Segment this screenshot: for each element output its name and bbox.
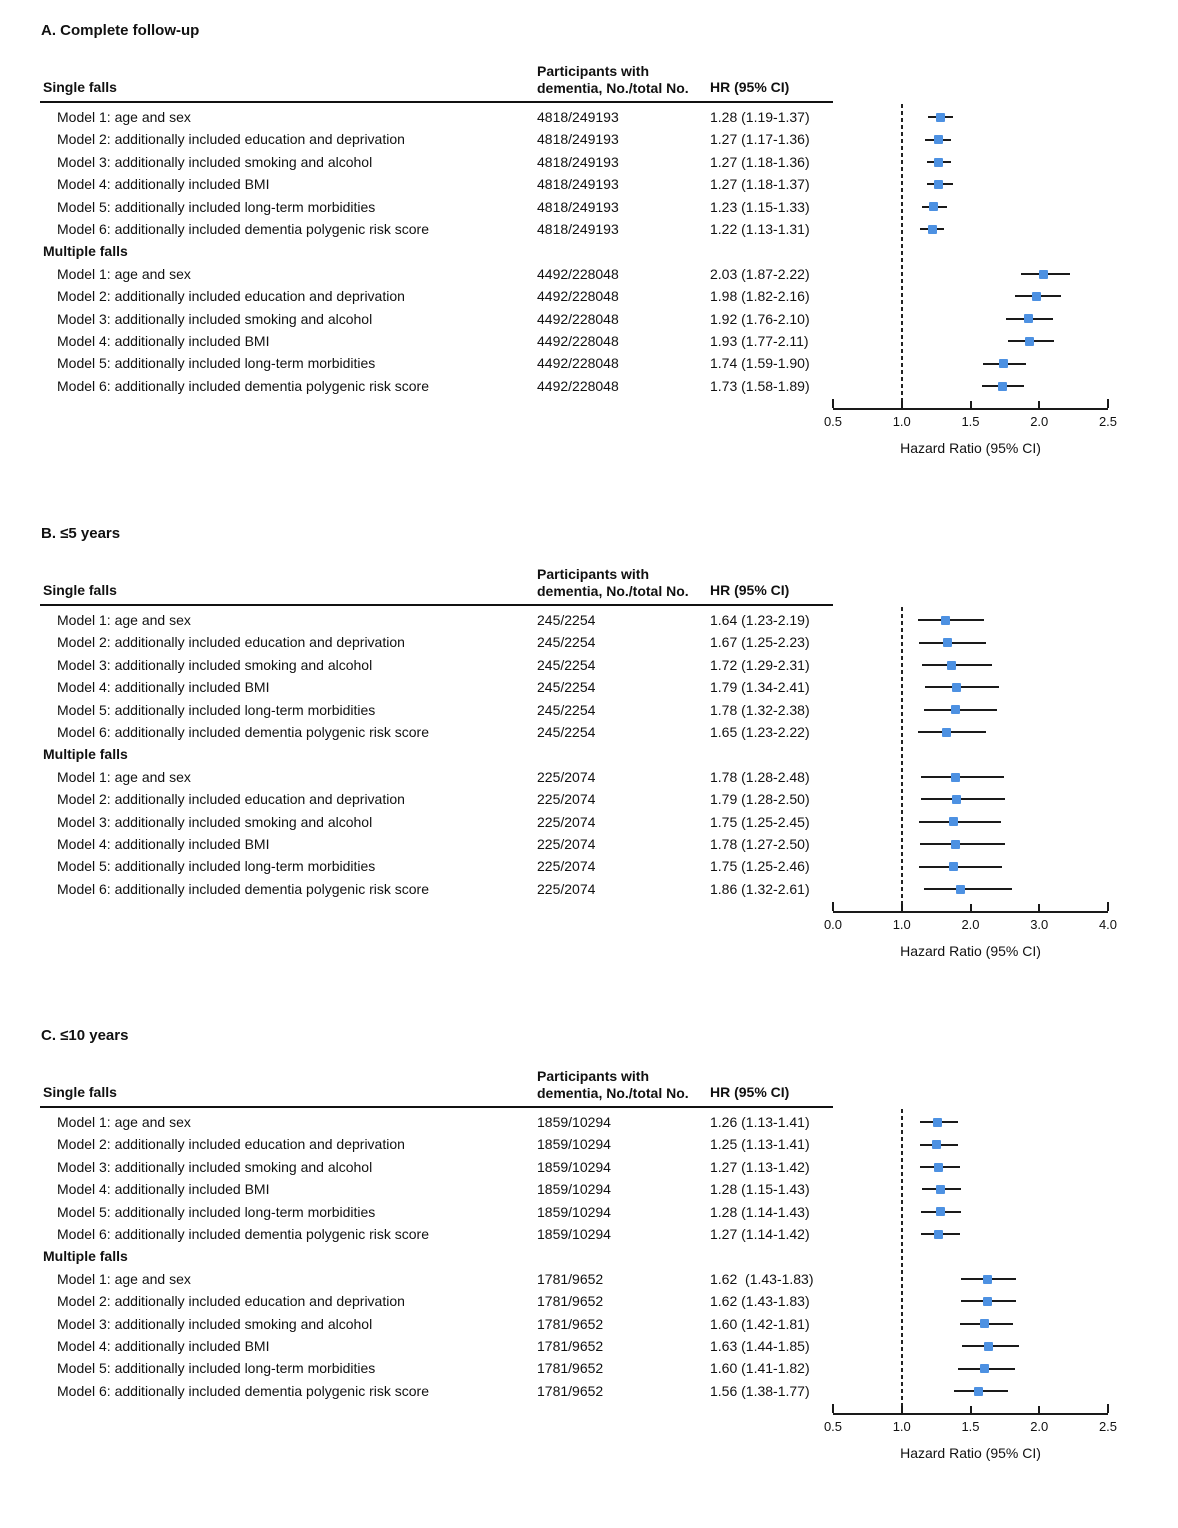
hr-point-marker <box>956 885 965 894</box>
model-row-label: Model 3: additionally included smoking and alcohol <box>57 1315 373 1332</box>
hr-point-marker <box>980 1364 989 1373</box>
x-axis-tick <box>1107 1404 1109 1413</box>
hr-point-marker <box>951 840 960 849</box>
model-row-label: Model 1: age and sex <box>57 109 191 125</box>
hr-ci-text: 1.78 (1.28-2.48) <box>710 768 810 785</box>
hr-ci-text: 1.86 (1.32-2.61) <box>710 880 810 897</box>
section-subheader: Multiple falls <box>43 746 128 763</box>
participants-count: 245/2254 <box>537 724 596 740</box>
participants-count: 4492/228048 <box>537 355 619 372</box>
x-axis-title: Hazard Ratio (95% CI) <box>900 1445 1041 1461</box>
hr-point-marker <box>951 773 960 782</box>
participants-count: 1781/9652 <box>537 1270 604 1287</box>
panel-a <box>0 20 1178 523</box>
participants-header-line1: Participants with <box>537 63 650 79</box>
x-axis-tick-label: 1.5 <box>961 1419 980 1434</box>
hr-point-marker <box>943 638 952 647</box>
hr-point-marker <box>934 180 943 189</box>
x-axis-title: Hazard Ratio (95% CI) <box>900 943 1041 959</box>
hr-point-marker <box>933 1118 942 1127</box>
hr-ci-text: 1.62 (1.43-1.83) <box>710 1293 810 1310</box>
model-row-label: Model 1: age and sex <box>57 265 191 282</box>
x-axis-tick-label: 2.5 <box>1098 1419 1118 1434</box>
hr-ci-text: 1.56 (1.38-1.77) <box>710 1382 810 1399</box>
hr-ci-text: 1.93 (1.77-2.11) <box>710 333 809 349</box>
hr-point-marker <box>949 817 958 826</box>
column-header-single-falls: Single falls <box>43 1084 117 1100</box>
hr-ci-text: 1.28 (1.19-1.37) <box>710 109 810 125</box>
hr-point-marker <box>947 661 956 670</box>
x-axis-tick-label: 0.0 <box>823 917 843 932</box>
model-row-label: Model 5: additionally included long-term morbidities <box>57 701 376 718</box>
model-row-label: Model 2: additionally included education and deprivation <box>57 131 405 148</box>
model-row-label: Model 2: additionally included education and deprivation <box>57 634 405 651</box>
x-axis-line <box>833 1413 1108 1415</box>
hr-ci-text: 1.28 (1.14-1.43) <box>710 1203 810 1220</box>
x-axis-tick <box>970 1406 972 1413</box>
x-axis-tick <box>1038 401 1040 408</box>
participants-count: 4492/228048 <box>537 310 619 327</box>
participants-header-line2: dementia, No./total No. <box>537 583 689 599</box>
ci-line <box>919 821 1002 823</box>
model-row-label: Model 2: additionally included education and deprivation <box>57 1293 405 1310</box>
reference-line-hr1 <box>901 607 903 911</box>
column-header-hr: HR (95% CI) <box>710 79 790 95</box>
hr-ci-text: 1.60 (1.42-1.81) <box>710 1315 810 1332</box>
participants-count: 1859/10294 <box>537 1181 611 1198</box>
hr-ci-text: 1.60 (1.41-1.82) <box>710 1360 810 1377</box>
ci-line <box>924 709 997 711</box>
ci-line <box>920 843 1005 845</box>
hr-point-marker <box>980 1319 989 1328</box>
x-axis-tick <box>1038 1406 1040 1413</box>
x-axis-tick-label: 1.0 <box>892 414 911 429</box>
hr-point-marker <box>936 1207 945 1216</box>
x-axis-tick <box>1107 399 1109 408</box>
model-row-label: Model 3: additionally included smoking and alcohol <box>57 1158 373 1175</box>
x-axis-tick-label: 1.5 <box>961 414 980 429</box>
x-axis-tick <box>1107 902 1109 911</box>
hr-point-marker <box>1024 314 1033 323</box>
hr-ci-text: 1.27 (1.13-1.42) <box>710 1158 810 1175</box>
model-row-label: Model 4: additionally included BMI <box>57 679 270 696</box>
hr-point-marker <box>941 616 950 625</box>
hr-point-marker <box>1039 270 1048 279</box>
x-axis-tick-label: 2.0 <box>1030 1419 1049 1434</box>
x-axis-tick <box>970 401 972 408</box>
model-row-label: Model 2: additionally included education and deprivation <box>57 1136 405 1153</box>
x-axis-tick <box>901 904 903 911</box>
hr-point-marker <box>932 1140 941 1149</box>
participants-count: 1781/9652 <box>537 1338 604 1354</box>
ci-line <box>919 642 986 644</box>
model-row-label: Model 2: additionally included education and deprivation <box>57 791 405 808</box>
model-row-label: Model 1: age and sex <box>57 1270 191 1287</box>
x-axis-tick-label: 4.0 <box>1098 917 1118 932</box>
column-header-single-falls: Single falls <box>43 582 117 598</box>
hr-ci-text: 1.79 (1.28-2.50) <box>710 791 810 808</box>
participants-count: 1859/10294 <box>537 1158 611 1175</box>
hr-point-marker <box>936 113 945 122</box>
x-axis-tick-label: 1.0 <box>892 917 911 932</box>
x-axis-tick <box>832 1404 834 1413</box>
hr-point-marker <box>983 1297 992 1306</box>
hr-ci-text: 1.74 (1.59-1.90) <box>710 355 810 372</box>
participants-count: 1781/9652 <box>537 1360 604 1377</box>
header-rule <box>40 604 833 606</box>
hr-point-marker <box>934 158 943 167</box>
ci-line <box>918 731 986 733</box>
participants-count: 1859/10294 <box>537 1226 611 1242</box>
hr-point-marker <box>1032 292 1041 301</box>
column-header-hr: HR (95% CI) <box>710 1084 790 1100</box>
hr-ci-text: 1.78 (1.32-2.38) <box>710 701 810 718</box>
participants-count: 245/2254 <box>537 679 596 696</box>
hr-ci-text: 2.03 (1.87-2.22) <box>710 265 810 282</box>
hr-point-marker <box>928 225 937 234</box>
participants-count: 1781/9652 <box>537 1315 604 1332</box>
hr-point-marker <box>942 728 951 737</box>
model-row-label: Model 6: additionally included dementia polygenic risk score <box>57 377 429 394</box>
hr-ci-text: 1.62 (1.43-1.83) <box>710 1270 814 1287</box>
x-axis-tick <box>970 904 972 911</box>
participants-count: 245/2254 <box>537 612 596 628</box>
ci-line <box>922 664 992 666</box>
hr-ci-text: 1.26 (1.13-1.41) <box>710 1114 810 1130</box>
model-row-label: Model 5: additionally included long-term morbidities <box>57 355 376 372</box>
participants-count: 4492/228048 <box>537 333 619 349</box>
hr-point-marker <box>983 1275 992 1284</box>
participants-count: 4818/249193 <box>537 109 619 125</box>
participants-header-line2: dementia, No./total No. <box>537 1085 689 1101</box>
ci-line <box>919 866 1002 868</box>
participants-count: 4818/249193 <box>537 176 619 193</box>
hr-point-marker <box>934 1230 943 1239</box>
participants-count: 225/2074 <box>537 880 596 897</box>
hr-point-marker <box>951 705 960 714</box>
hr-ci-text: 1.27 (1.18-1.37) <box>710 176 810 193</box>
hr-point-marker <box>984 1342 993 1351</box>
hr-ci-text: 1.73 (1.58-1.89) <box>710 377 810 394</box>
x-axis-tick-label: 2.0 <box>1030 414 1049 429</box>
participants-count: 4492/228048 <box>537 265 619 282</box>
hr-ci-text: 1.28 (1.15-1.43) <box>710 1181 810 1198</box>
column-header-participants <box>537 566 689 600</box>
ci-line <box>921 776 1004 778</box>
participants-count: 1781/9652 <box>537 1293 604 1310</box>
model-row-label: Model 5: additionally included long-term morbidities <box>57 858 376 875</box>
column-header-participants <box>537 63 689 97</box>
model-row-label: Model 6: additionally included dementia polygenic risk score <box>57 724 429 740</box>
column-header-participants <box>537 1068 689 1102</box>
panel-b <box>0 523 1178 1026</box>
model-row-label: Model 1: age and sex <box>57 612 191 628</box>
hr-point-marker <box>934 1163 943 1172</box>
column-header-single-falls: Single falls <box>43 79 117 95</box>
x-axis-tick <box>832 399 834 408</box>
model-row-label: Model 6: additionally included dementia polygenic risk score <box>57 221 429 237</box>
x-axis-tick <box>901 401 903 408</box>
hr-point-marker <box>949 862 958 871</box>
x-axis-line <box>833 911 1108 913</box>
hr-ci-text: 1.75 (1.25-2.45) <box>710 813 810 830</box>
hr-ci-text: 1.65 (1.23-2.22) <box>710 724 810 740</box>
hr-ci-text: 1.63 (1.44-1.85) <box>710 1338 810 1354</box>
hr-ci-text: 1.72 (1.29-2.31) <box>710 656 810 673</box>
x-axis-tick-label: 3.0 <box>1030 917 1049 932</box>
x-axis-title: Hazard Ratio (95% CI) <box>900 440 1041 456</box>
panel-c <box>0 1025 1178 1528</box>
panel-title: C. ≤10 years <box>41 1027 129 1044</box>
hr-point-marker <box>929 202 938 211</box>
reference-line-hr1 <box>901 104 903 408</box>
participants-count: 4818/249193 <box>537 221 619 237</box>
model-row-label: Model 4: additionally included BMI <box>57 836 270 852</box>
x-axis-tick <box>901 1406 903 1413</box>
panel-title: A. Complete follow-up <box>41 22 200 39</box>
hr-ci-text: 1.75 (1.25-2.46) <box>710 858 810 875</box>
section-subheader: Multiple falls <box>43 1248 128 1265</box>
participants-count: 4818/249193 <box>537 198 619 215</box>
hr-ci-text: 1.92 (1.76-2.10) <box>710 310 810 327</box>
participants-count: 225/2074 <box>537 768 596 785</box>
participants-count: 4818/249193 <box>537 131 619 148</box>
participants-count: 245/2254 <box>537 701 596 718</box>
participants-header-line1: Participants with <box>537 566 650 582</box>
hr-ci-text: 1.79 (1.34-2.41) <box>710 679 810 696</box>
ci-line <box>918 619 984 621</box>
participants-count: 4818/249193 <box>537 153 619 170</box>
hr-point-marker <box>952 683 961 692</box>
panel-title: B. ≤5 years <box>41 525 121 542</box>
model-row-label: Model 4: additionally included BMI <box>57 1181 270 1198</box>
hr-ci-text: 1.98 (1.82-2.16) <box>710 288 810 305</box>
hr-ci-text: 1.67 (1.25-2.23) <box>710 634 810 651</box>
section-subheader: Multiple falls <box>43 243 128 260</box>
participants-count: 245/2254 <box>537 656 596 673</box>
hr-point-marker <box>934 135 943 144</box>
x-axis-tick-label: 2.5 <box>1098 414 1118 429</box>
hr-ci-text: 1.27 (1.18-1.36) <box>710 153 810 170</box>
header-rule <box>40 101 833 103</box>
model-row-label: Model 3: additionally included smoking and alcohol <box>57 656 373 673</box>
ci-line <box>924 888 1013 890</box>
model-row-label: Model 5: additionally included long-term morbidities <box>57 198 376 215</box>
x-axis-tick-label: 0.5 <box>823 414 843 429</box>
participants-count: 225/2074 <box>537 858 596 875</box>
participants-count: 4492/228048 <box>537 377 619 394</box>
x-axis-tick-label: 1.0 <box>892 1419 911 1434</box>
x-axis-line <box>833 408 1108 410</box>
hr-point-marker <box>952 795 961 804</box>
hr-ci-text: 1.78 (1.27-2.50) <box>710 836 810 852</box>
participants-count: 225/2074 <box>537 791 596 808</box>
participants-count: 1859/10294 <box>537 1114 611 1130</box>
hr-point-marker <box>998 382 1007 391</box>
model-row-label: Model 3: additionally included smoking and alcohol <box>57 813 373 830</box>
x-axis-tick-label: 2.0 <box>961 917 980 932</box>
model-row-label: Model 2: additionally included education and deprivation <box>57 288 405 305</box>
model-row-label: Model 6: additionally included dementia polygenic risk score <box>57 1226 429 1242</box>
hr-ci-text: 1.22 (1.13-1.31) <box>710 221 810 237</box>
model-row-label: Model 4: additionally included BMI <box>57 176 270 193</box>
model-row-label: Model 3: additionally included smoking and alcohol <box>57 310 373 327</box>
participants-header-line2: dementia, No./total No. <box>537 80 689 96</box>
hr-ci-text: 1.25 (1.13-1.41) <box>710 1136 810 1153</box>
participants-count: 245/2254 <box>537 634 596 651</box>
header-rule <box>40 1106 833 1108</box>
hr-point-marker <box>974 1387 983 1396</box>
hr-point-marker <box>936 1185 945 1194</box>
hr-ci-text: 1.27 (1.14-1.42) <box>710 1226 810 1242</box>
reference-line-hr1 <box>901 1109 903 1413</box>
participants-count: 1859/10294 <box>537 1203 611 1220</box>
x-axis-tick-label: 0.5 <box>823 1419 843 1434</box>
participants-count: 225/2074 <box>537 813 596 830</box>
participants-header-line1: Participants with <box>537 1068 650 1084</box>
model-row-label: Model 3: additionally included smoking and alcohol <box>57 153 373 170</box>
hr-point-marker <box>999 359 1008 368</box>
participants-count: 1781/9652 <box>537 1382 604 1399</box>
x-axis-tick <box>832 902 834 911</box>
model-row-label: Model 1: age and sex <box>57 768 191 785</box>
hr-ci-text: 1.27 (1.17-1.36) <box>710 131 810 148</box>
model-row-label: Model 4: additionally included BMI <box>57 333 270 349</box>
model-row-label: Model 4: additionally included BMI <box>57 1338 270 1354</box>
ci-line <box>925 686 999 688</box>
hr-ci-text: 1.23 (1.15-1.33) <box>710 198 810 215</box>
model-row-label: Model 5: additionally included long-term morbidities <box>57 1360 376 1377</box>
hr-point-marker <box>1025 337 1034 346</box>
x-axis-tick <box>1038 904 1040 911</box>
model-row-label: Model 6: additionally included dementia polygenic risk score <box>57 1382 429 1399</box>
column-header-hr: HR (95% CI) <box>710 582 790 598</box>
ci-line <box>921 798 1005 800</box>
participants-count: 4492/228048 <box>537 288 619 305</box>
model-row-label: Model 5: additionally included long-term morbidities <box>57 1203 376 1220</box>
participants-count: 225/2074 <box>537 836 596 852</box>
hr-ci-text: 1.64 (1.23-2.19) <box>710 612 810 628</box>
model-row-label: Model 6: additionally included dementia polygenic risk score <box>57 880 429 897</box>
model-row-label: Model 1: age and sex <box>57 1114 191 1130</box>
participants-count: 1859/10294 <box>537 1136 611 1153</box>
